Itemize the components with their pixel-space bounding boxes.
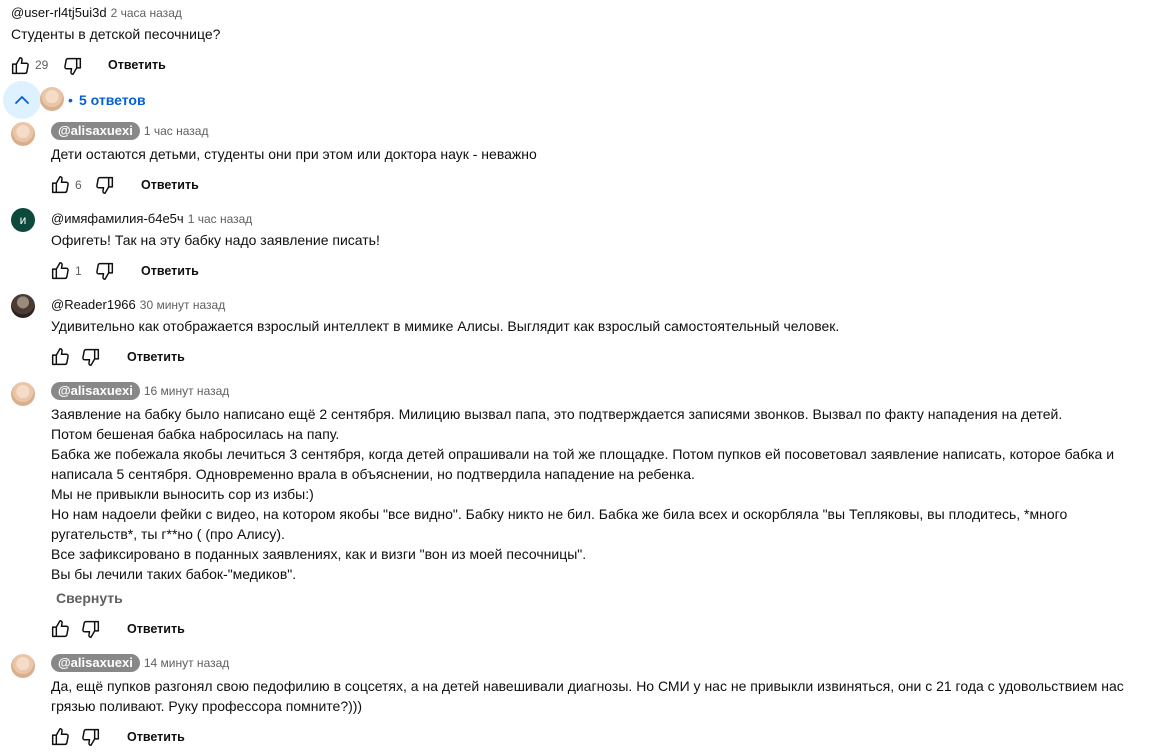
dislike-icon[interactable]: [94, 174, 116, 196]
dislike-icon[interactable]: [80, 346, 102, 368]
reply-text-line: грязью поливают. Руку профессора помните?))): [51, 698, 363, 714]
reply-header: [51, 296, 225, 314]
collapse-replies-button[interactable]: [3, 81, 41, 119]
like-icon[interactable]: [9, 55, 31, 77]
avatar[interactable]: [11, 654, 35, 678]
like-icon[interactable]: [49, 346, 71, 368]
reply-author[interactable]: @alisaxuexi: [51, 382, 140, 400]
reply-header: [51, 654, 229, 672]
like-icon[interactable]: [49, 726, 71, 748]
like-count: 29: [35, 58, 49, 72]
reply-text-line: Все зафиксировано в поданных заявлениях, как и визги "вон из моей песочницы".: [51, 546, 587, 562]
reply-time[interactable]: 14 минут назад: [143, 656, 230, 670]
reply-text: [51, 676, 1151, 716]
dislike-icon[interactable]: [80, 726, 102, 748]
reply-text: Офигеть! Так на эту бабку надо заявление писать!: [51, 232, 380, 248]
dislike-icon[interactable]: [94, 260, 116, 282]
reply-text-line: написала 5 сентября. Одновременно врала в объяснении, но подтвердила нападение на ребенка.: [51, 466, 695, 482]
reply-button[interactable]: Ответить: [141, 264, 199, 278]
comment-author[interactable]: @user-rl4tj5ui3d: [11, 5, 107, 20]
like-icon[interactable]: [49, 260, 71, 282]
reply-author-avatar: [40, 87, 64, 111]
reply-text-line: Бабка же побежала якобы лечиться 3 сентября, когда детей опрашивали на той же площадке. Потом пупков ей посоветовал заявление написать, которое бабка и: [51, 446, 1115, 462]
reply-text-line: Вы бы лечили таких бабок-"медиков".: [51, 566, 297, 582]
reply-text-line: ругательств*, ты г**но ( (про Алису).: [51, 526, 285, 542]
like-count: 6: [75, 178, 82, 192]
reply-text: Удивительно как отображается взрослый интеллект в мимике Алисы. Выглядит как взрослый самостоятельный человек.: [51, 318, 840, 334]
reply-text: Дети остаются детьми, студенты они при этом или доктора наук - неважно: [51, 146, 537, 162]
dislike-icon[interactable]: [62, 55, 84, 77]
like-icon[interactable]: [49, 618, 71, 640]
reply-text-line: Мы не привыкли выносить сор из избы:): [51, 486, 314, 502]
reply-time[interactable]: 1 час назад: [187, 212, 253, 226]
reply-author[interactable]: @alisaxuexi: [51, 654, 140, 672]
reply-time[interactable]: 16 минут назад: [143, 384, 230, 398]
replies-count-link[interactable]: 5 ответов: [79, 92, 146, 108]
reply-button[interactable]: Ответить: [141, 178, 199, 192]
reply-text-line: Да, ещё пупков разгонял свою педофилию в соцсетях, а на детей навешивали диагнозы. Но СМИ у нас не привыкли извиняться, они с 21 года с удовольствием нас: [51, 678, 1124, 694]
reply-text-line: Потом бешеная бабка набросилась на папу.: [51, 426, 340, 442]
avatar[interactable]: [11, 294, 35, 318]
reply-author[interactable]: @Reader1966: [51, 297, 136, 312]
collapse-text-button[interactable]: Свернуть: [56, 590, 123, 606]
comment-time[interactable]: 2 часа назад: [110, 6, 182, 20]
chevron-up-icon: [3, 81, 41, 119]
comment-header: [11, 4, 182, 22]
reply-header: [51, 210, 252, 228]
separator-dot: •: [68, 92, 73, 108]
reply-author[interactable]: @имяфамилия-б4е5ч: [51, 211, 184, 226]
reply-time[interactable]: 1 час назад: [143, 124, 209, 138]
reply-author[interactable]: @alisaxuexi: [51, 122, 140, 140]
dislike-icon[interactable]: [80, 618, 102, 640]
avatar[interactable]: [11, 122, 35, 146]
reply-header: [51, 382, 229, 400]
reply-text-line: Но нам надоели фейки с видео, на котором якобы "все видно". Бабку никто не бил. Бабка же била всех и оскорбляла "вы Тепляковы, вы плодитесь, *много: [51, 506, 1068, 522]
reply-button[interactable]: Ответить: [127, 350, 185, 364]
reply-button[interactable]: Ответить: [127, 730, 185, 744]
reply-text-line: Заявление на бабку было написано ещё 2 сентября. Милицию вызвал папа, это подтверждается записями звонков. Вызвал по факту нападения на детей.: [51, 406, 1063, 422]
avatar[interactable]: и: [11, 208, 35, 232]
like-icon[interactable]: [49, 174, 71, 196]
like-count: 1: [75, 264, 82, 278]
reply-time[interactable]: 30 минут назад: [139, 298, 226, 312]
reply-text: [51, 404, 1151, 584]
reply-button[interactable]: Ответить: [108, 58, 166, 72]
reply-button[interactable]: Ответить: [127, 622, 185, 636]
comment-text: Студенты в детской песочнице?: [11, 26, 221, 42]
avatar[interactable]: [11, 382, 35, 406]
reply-header: [51, 122, 208, 140]
